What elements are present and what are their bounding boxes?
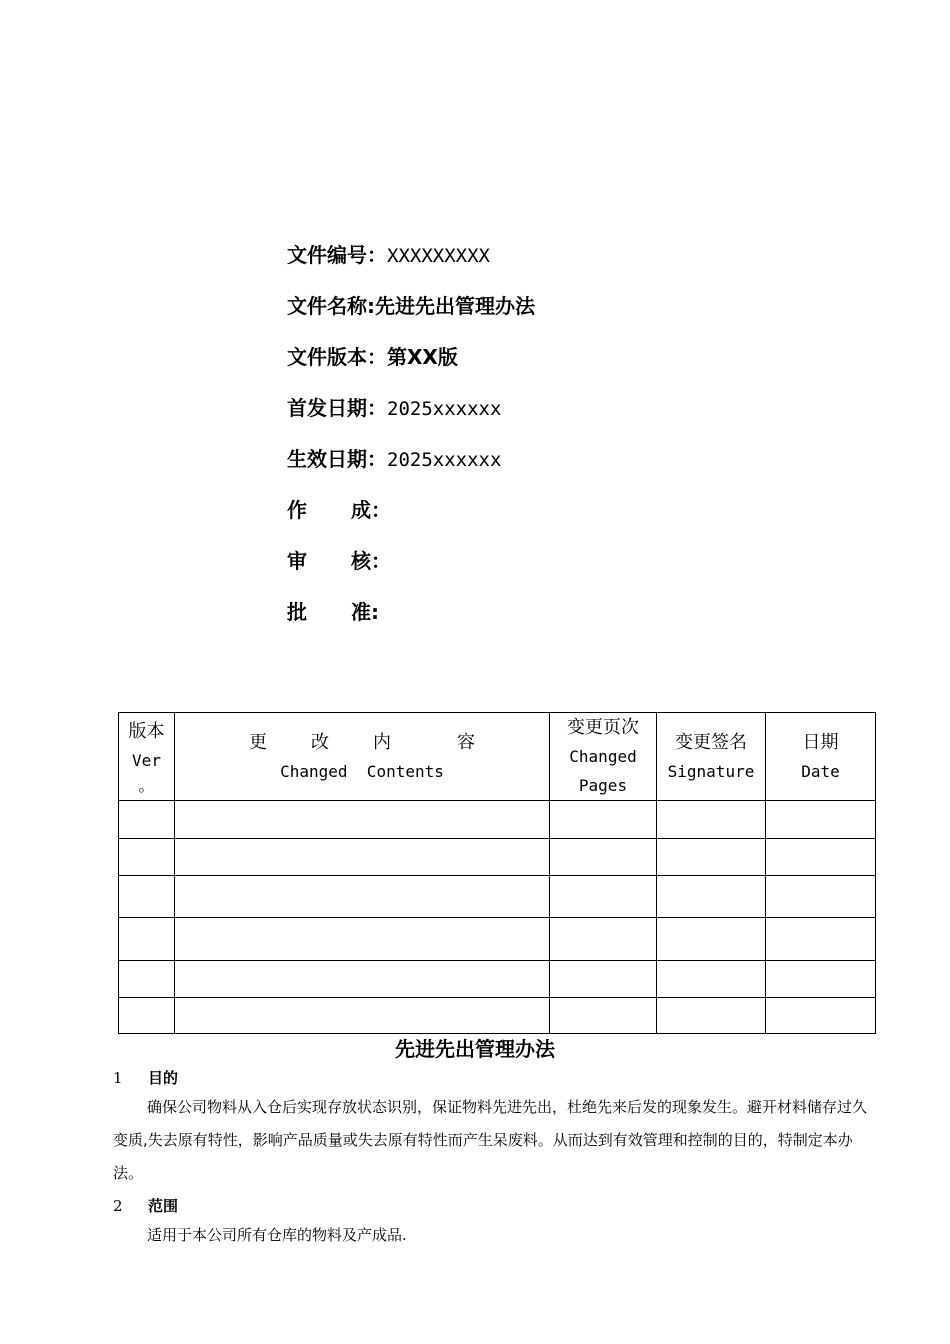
revision-table <box>118 712 876 1034</box>
section-1-heading <box>113 1067 178 1088</box>
section-2-text: 适用于本公司所有仓库的物料及产成品. <box>147 1226 407 1244</box>
section-2-number: 2 <box>113 1197 123 1215</box>
reviewed-by-label-1: 审 <box>287 549 307 573</box>
table-row <box>119 998 876 1034</box>
doc-name-line <box>287 289 535 340</box>
effective-date-value: 2025xxxxxx <box>387 449 502 471</box>
effective-date-label: 生效日期： <box>287 447 387 471</box>
header-changed-contents: 更 改 内 容 Changed Contents <box>175 713 550 801</box>
reviewed-by-line <box>287 544 535 595</box>
doc-version-value: 第XX版 <box>387 345 458 369</box>
header-version: 版本 Ver 。 <box>119 713 175 801</box>
table-row <box>119 801 876 839</box>
table-row <box>119 918 876 961</box>
prepared-by-line <box>287 493 535 544</box>
effective-date-line <box>287 442 535 493</box>
doc-version-label: 文件版本： <box>287 345 387 369</box>
document-meta <box>287 238 535 646</box>
section-1-title: 目的 <box>148 1069 179 1087</box>
table-row <box>119 961 876 998</box>
prepared-by-label-2: 成： <box>351 498 391 522</box>
doc-number-line <box>287 238 535 289</box>
table-row <box>119 839 876 876</box>
approved-by-line <box>287 595 535 646</box>
prepared-by-label-1: 作 <box>287 498 307 522</box>
doc-name-label: 文件名称: <box>287 294 375 318</box>
doc-version-line <box>287 340 535 391</box>
section-2-heading <box>113 1195 178 1216</box>
issue-date-line <box>287 391 535 442</box>
reviewed-by-label-2: 核： <box>351 549 391 573</box>
revision-header-row <box>119 713 876 801</box>
section-2-title: 范围 <box>148 1197 179 1215</box>
header-signature: 变更签名 Signature <box>657 713 766 801</box>
approved-by-label-1: 批 <box>287 600 307 624</box>
section-1-text: 确保公司物料从入仓后实现存放状态识别，保证物料先进先出，杜绝先来后发的现象发生。避开材料储存过久变质,失去原有特性，影响产品质量或失去原有特性而产生呆废料。从而达到有效管理和控制的目的，特制定本办法。 <box>113 1098 868 1182</box>
doc-number-label: 文件编号： <box>287 243 387 267</box>
issue-date-value: 2025xxxxxx <box>387 398 502 420</box>
header-date: 日期 Date <box>766 713 876 801</box>
issue-date-label: 首发日期： <box>287 396 387 420</box>
doc-number-value: XXXXXXXXX <box>387 245 490 267</box>
section-1-number: 1 <box>113 1069 123 1087</box>
approved-by-label-2: 准: <box>351 600 379 624</box>
document-title: 先进先出管理办法 <box>395 1037 555 1061</box>
table-row <box>119 876 876 918</box>
header-changed-pages: 变更页次 Changed Pages <box>550 713 657 801</box>
doc-name-value: 先进先出管理办法 <box>375 294 535 318</box>
